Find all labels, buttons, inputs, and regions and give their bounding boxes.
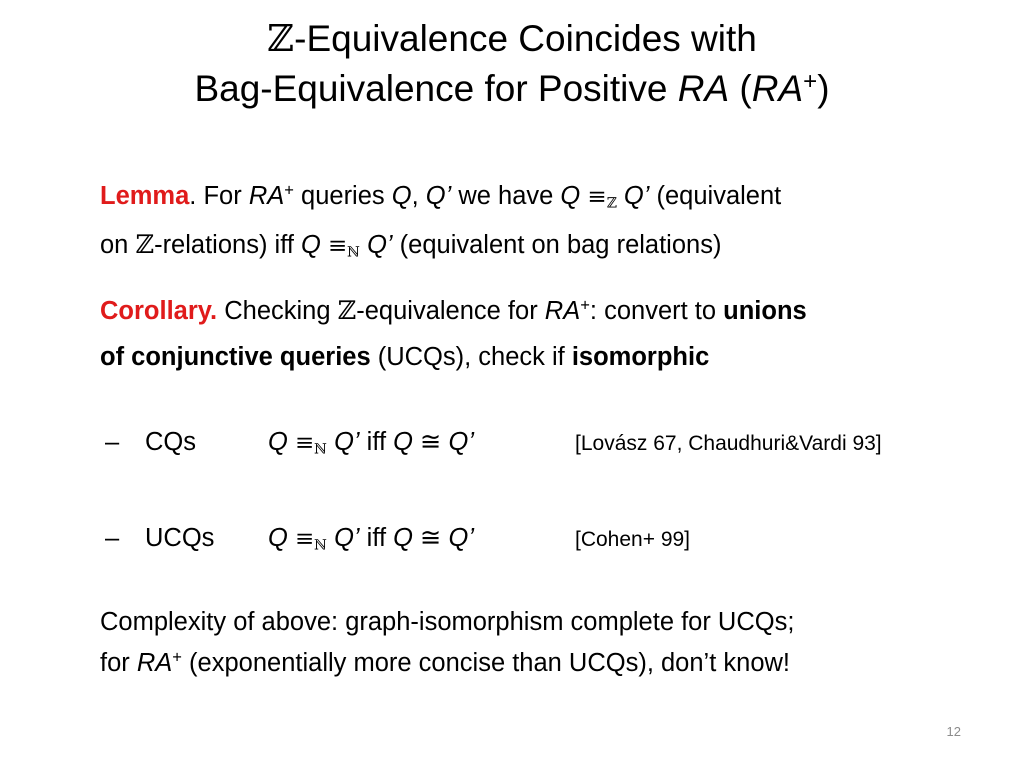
corollary-label: Corollary. xyxy=(100,297,218,325)
complexity-paragraph: Complexity of above: graph-isomorphism complete for UCQs; for RA+ (exponentially more concise than UCQs), don’t know! xyxy=(100,608,795,677)
page-number: 12 xyxy=(946,724,961,739)
citation: [Cohen+ 99] xyxy=(575,528,691,551)
bullet-cqs xyxy=(105,424,882,460)
bullet-ucqs xyxy=(105,520,691,556)
bullet-formula: $Q \equiv_ℕ$ Q’ iff Q ≅ Q’ xyxy=(268,524,475,554)
citation: [Lovász 67, Chaudhuri&Vardi 93] xyxy=(575,432,882,455)
lemma-paragraph: Lemma. For RA+ queries Q, Q’ we have $Q \equiv_ℤ$ Q’ (equivalent on ℤ-relations) iff $Q \equiv_ℕ$ Q’ (equivalent on bag relations) xyxy=(100,180,782,260)
bullet-dash: – xyxy=(105,524,120,552)
title-line-1: ℤ-Equivalence Coincides with xyxy=(267,17,757,60)
bullet-formula: $Q \equiv_ℕ$ Q’ iff Q ≅ Q’ xyxy=(268,428,475,458)
bullet-label: CQs xyxy=(145,428,196,456)
lemma-label: Lemma xyxy=(100,182,190,210)
slide-title xyxy=(0,14,1024,114)
corollary-paragraph: Corollary. Checking ℤ-equivalence for RA+: convert to unions of conjunctive queries (UCQs), check if isomorphic xyxy=(100,295,807,371)
equiv-symbol: ≡ xyxy=(587,184,607,210)
bullet-label: UCQs xyxy=(145,524,215,552)
bullet-dash: – xyxy=(105,428,120,456)
title-line-2: Bag-Equivalence for Positive RA (RA+) xyxy=(194,67,830,109)
integers-symbol: ℤ xyxy=(267,17,295,60)
